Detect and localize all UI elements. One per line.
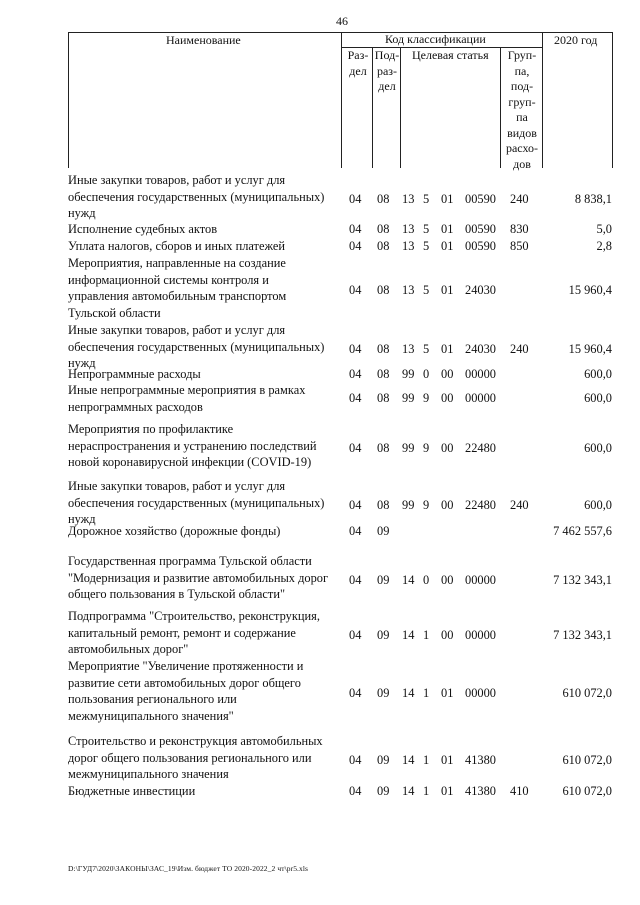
row-amount: 610 072,0 (562, 685, 612, 700)
row-direction: 00590 (465, 191, 496, 206)
row-razdel: 04 (349, 572, 362, 587)
row-name-line: пользования регионального или (68, 692, 237, 706)
row-program: 13 (402, 282, 415, 297)
row-name-line: Строительство и реконструкция автомобильных (68, 734, 323, 748)
header-gruppa (503, 48, 541, 172)
header-divider-code (542, 32, 543, 168)
row-amount: 15 960,4 (568, 341, 612, 356)
row-podrazdel: 09 (377, 752, 390, 767)
row-expense-group: 240 (510, 497, 529, 512)
row-program: 14 (402, 784, 415, 798)
row-amount: 7 132 343,1 (553, 627, 612, 642)
row-name-line: Мероприятия по профилактике (68, 422, 234, 436)
row-program: 99 (402, 497, 415, 512)
header-divider-tselevaya (500, 47, 501, 168)
row-amount: 5,0 (596, 222, 612, 236)
row-name-line: Дорожное хозяйство (дорожные фонды) (68, 524, 281, 538)
row-name (68, 733, 338, 783)
header-right-border (612, 32, 613, 168)
row-amount: 600,0 (584, 367, 612, 381)
row-direction: 41380 (465, 752, 496, 767)
row-expense-group: 850 (510, 239, 529, 253)
row-event: 00 (441, 497, 454, 512)
row-name-line: Мероприятие "Увеличение протяженности и (68, 659, 304, 673)
row-name-line: развитие сети автомобильных дорог общего (68, 675, 301, 690)
row-subprogram: 9 (423, 440, 430, 455)
header-gruppa-line: видов (507, 125, 537, 140)
header-podrazdel-line: Под- (374, 48, 400, 62)
row-event: 01 (441, 191, 454, 206)
row-name (68, 478, 338, 528)
row-podrazdel: 08 (377, 391, 390, 406)
header-podrazdel (374, 48, 400, 95)
row-direction: 24030 (465, 282, 496, 297)
row-amount: 600,0 (584, 497, 612, 512)
header-divider-name (341, 32, 342, 168)
row-program: 99 (402, 391, 415, 406)
row-name-line: Государственная программа Тульской области (68, 554, 312, 568)
row-direction: 00000 (465, 627, 496, 642)
row-razdel: 04 (349, 784, 362, 798)
row-name-line: Тульской области (68, 305, 161, 320)
row-direction: 22480 (465, 497, 496, 512)
header-razdel-line: дел (349, 63, 367, 78)
row-amount: 600,0 (584, 391, 612, 406)
header-top-border (68, 32, 612, 33)
row-name-line: капитальный ремонт, ремонт и содержание (68, 625, 296, 640)
row-name (68, 608, 338, 658)
row-name-line: Уплата налогов, сборов и иных платежей (68, 239, 286, 253)
row-name (68, 366, 338, 383)
row-event: 00 (441, 572, 454, 587)
header-podrazdel-line: дел (378, 79, 396, 93)
header-tselevaya: Целевая статья (412, 48, 489, 62)
row-name (68, 255, 338, 321)
row-name-line: Непрограммные расходы (68, 367, 201, 381)
row-subprogram: 0 (423, 367, 430, 381)
row-razdel: 04 (349, 282, 362, 297)
row-name-line: нужд (68, 512, 96, 526)
row-event: 01 (441, 239, 454, 253)
row-podrazdel: 08 (377, 367, 390, 381)
row-razdel: 04 (349, 440, 362, 455)
row-direction: 00590 (465, 222, 496, 236)
row-name-line: общего пользования в Тульской области" (68, 587, 286, 601)
row-name-line: Иные закупки товаров, работ и услуг для (68, 323, 286, 337)
row-program: 13 (402, 191, 415, 206)
row-subprogram: 1 (423, 752, 430, 767)
row-subprogram: 5 (423, 222, 430, 236)
row-name-line: межмуниципального значения" (68, 708, 234, 723)
row-name-line: информационной системы контроля и (68, 272, 269, 287)
row-name (68, 553, 338, 603)
row-razdel: 04 (349, 239, 362, 253)
row-name-line: Бюджетные инвестиции (68, 784, 196, 798)
row-name-line: обеспечения государственных (муниципальных) (68, 495, 325, 510)
row-name-line: дорог общего пользования регионального или (68, 750, 312, 765)
header-razdel (345, 48, 371, 79)
row-podrazdel: 08 (377, 282, 390, 297)
row-program: 14 (402, 752, 415, 767)
row-event: 00 (441, 391, 454, 406)
row-direction: 41380 (465, 784, 496, 798)
header-podrazdel-line: раз- (376, 63, 398, 78)
row-amount: 610 072,0 (562, 752, 612, 767)
row-direction: 24030 (465, 341, 496, 356)
row-name-line: Иные закупки товаров, работ и услуг для (68, 173, 286, 187)
row-razdel: 04 (349, 191, 362, 206)
row-amount: 2,8 (596, 239, 612, 253)
row-name (68, 382, 338, 415)
row-expense-group: 410 (510, 784, 529, 798)
row-program: 13 (402, 222, 415, 236)
row-program: 99 (402, 367, 415, 381)
row-name-line: новой коронавирусной инфекции (COVID-19) (68, 455, 312, 469)
row-direction: 00590 (465, 239, 496, 253)
row-subprogram: 0 (423, 572, 430, 587)
header-code: Код классификации (385, 32, 486, 46)
row-direction: 00000 (465, 367, 496, 381)
header-razdel-line: Раз- (347, 48, 369, 62)
row-event: 00 (441, 627, 454, 642)
row-name-line: нераспространения и устранению последствий (68, 438, 317, 453)
row-direction: 00000 (465, 391, 496, 406)
row-razdel: 04 (349, 391, 362, 406)
row-direction: 22480 (465, 440, 496, 455)
row-podrazdel: 08 (377, 497, 390, 512)
row-subprogram: 9 (423, 497, 430, 512)
row-podrazdel: 08 (377, 191, 390, 206)
row-amount: 610 072,0 (562, 784, 612, 798)
row-program: 13 (402, 341, 415, 356)
row-podrazdel: 08 (377, 222, 390, 236)
row-name-line: "Модернизация и развитие автомобильных дорог (68, 570, 329, 585)
row-direction: 00000 (465, 572, 496, 587)
header-divider-podrazdel (400, 47, 401, 168)
row-program: 14 (402, 685, 415, 700)
row-amount: 8 838,1 (574, 191, 612, 206)
row-subprogram: 9 (423, 391, 430, 406)
row-name-line: непрограммных расходов (68, 399, 203, 414)
row-podrazdel: 09 (377, 524, 390, 538)
header-gruppa-line: расхо- (505, 141, 539, 155)
row-razdel: 04 (349, 222, 362, 236)
row-amount: 7 132 343,1 (553, 572, 612, 587)
row-event: 01 (441, 685, 454, 700)
row-name-line: нужд (68, 206, 96, 220)
row-podrazdel: 08 (377, 341, 390, 356)
header-divider-razdel (372, 47, 373, 168)
header-gruppa-line: дов (513, 156, 531, 171)
header-gruppa-line: груп- (508, 94, 536, 109)
row-event: 01 (441, 784, 454, 798)
header-gruppa-line: па (516, 110, 528, 124)
row-podrazdel: 09 (377, 572, 390, 587)
row-event: 01 (441, 752, 454, 767)
row-amount: 600,0 (584, 440, 612, 455)
row-name-line: Иные закупки товаров, работ и услуг для (68, 479, 286, 493)
row-razdel: 04 (349, 367, 362, 381)
row-event: 01 (441, 222, 454, 236)
row-name-line: Подпрограмма "Строительство, реконструкция, (68, 609, 320, 623)
row-podrazdel: 09 (377, 627, 390, 642)
row-expense-group: 240 (510, 191, 529, 206)
header-gruppa-line: па, (514, 63, 530, 78)
row-amount: 7 462 557,6 (553, 524, 612, 538)
row-razdel: 04 (349, 685, 362, 700)
file-path-footer: D:\ГУД7\2020\ЗАКОНЫ\ЗАС_19\Изм. бюджет ТО 2020-2022_2 чт\pr5.xls (68, 864, 309, 873)
row-subprogram: 1 (423, 685, 430, 700)
row-name (68, 783, 338, 800)
row-name-line: управления автомобильным транспортом (68, 289, 287, 303)
row-razdel: 04 (349, 497, 362, 512)
row-program: 13 (402, 239, 415, 253)
row-razdel: 04 (349, 627, 362, 642)
row-name (68, 172, 338, 222)
header-name: Наименование (166, 33, 241, 47)
row-subprogram: 5 (423, 341, 430, 356)
row-subprogram: 1 (423, 784, 430, 798)
row-podrazdel: 08 (377, 440, 390, 455)
row-subprogram: 1 (423, 627, 430, 642)
row-name (68, 322, 338, 372)
row-name-line: обеспечения государственных (муниципальных) (68, 189, 325, 204)
row-name-line: Мероприятия, направленные на создание (68, 256, 286, 270)
row-podrazdel: 09 (377, 685, 390, 700)
row-expense-group: 240 (510, 341, 529, 356)
row-name-line: нужд (68, 356, 96, 370)
header-gruppa-line: Груп- (507, 48, 537, 62)
row-razdel: 04 (349, 752, 362, 767)
row-podrazdel: 09 (377, 784, 390, 798)
row-program: 14 (402, 627, 415, 642)
row-subprogram: 5 (423, 282, 430, 297)
row-direction: 00000 (465, 685, 496, 700)
header-left-border (68, 32, 69, 168)
row-subprogram: 5 (423, 239, 430, 253)
row-name (68, 221, 338, 238)
row-amount: 15 960,4 (568, 282, 612, 297)
row-program: 99 (402, 440, 415, 455)
row-event: 01 (441, 282, 454, 297)
row-expense-group: 830 (510, 222, 529, 236)
row-name-line: автомобильных дорог" (68, 642, 189, 656)
header-gruppa-line: под- (510, 79, 534, 93)
row-podrazdel: 08 (377, 239, 390, 253)
header-year: 2020 год (554, 33, 598, 47)
row-event: 01 (441, 341, 454, 356)
row-razdel: 04 (349, 524, 362, 538)
row-event: 00 (441, 367, 454, 381)
row-name-line: Иные непрограммные мероприятия в рамках (68, 383, 306, 397)
row-name (68, 658, 338, 724)
row-event: 00 (441, 440, 454, 455)
row-name (68, 238, 338, 255)
row-subprogram: 5 (423, 191, 430, 206)
row-name-line: обеспечения государственных (муниципальных) (68, 339, 325, 354)
row-name-line: Исполнение судебных актов (68, 222, 218, 236)
row-program: 14 (402, 572, 415, 587)
row-name (68, 421, 338, 471)
row-name (68, 523, 338, 540)
row-name-line: межмуниципального значения (68, 767, 229, 781)
page-number: 46 (336, 14, 348, 28)
row-razdel: 04 (349, 341, 362, 356)
